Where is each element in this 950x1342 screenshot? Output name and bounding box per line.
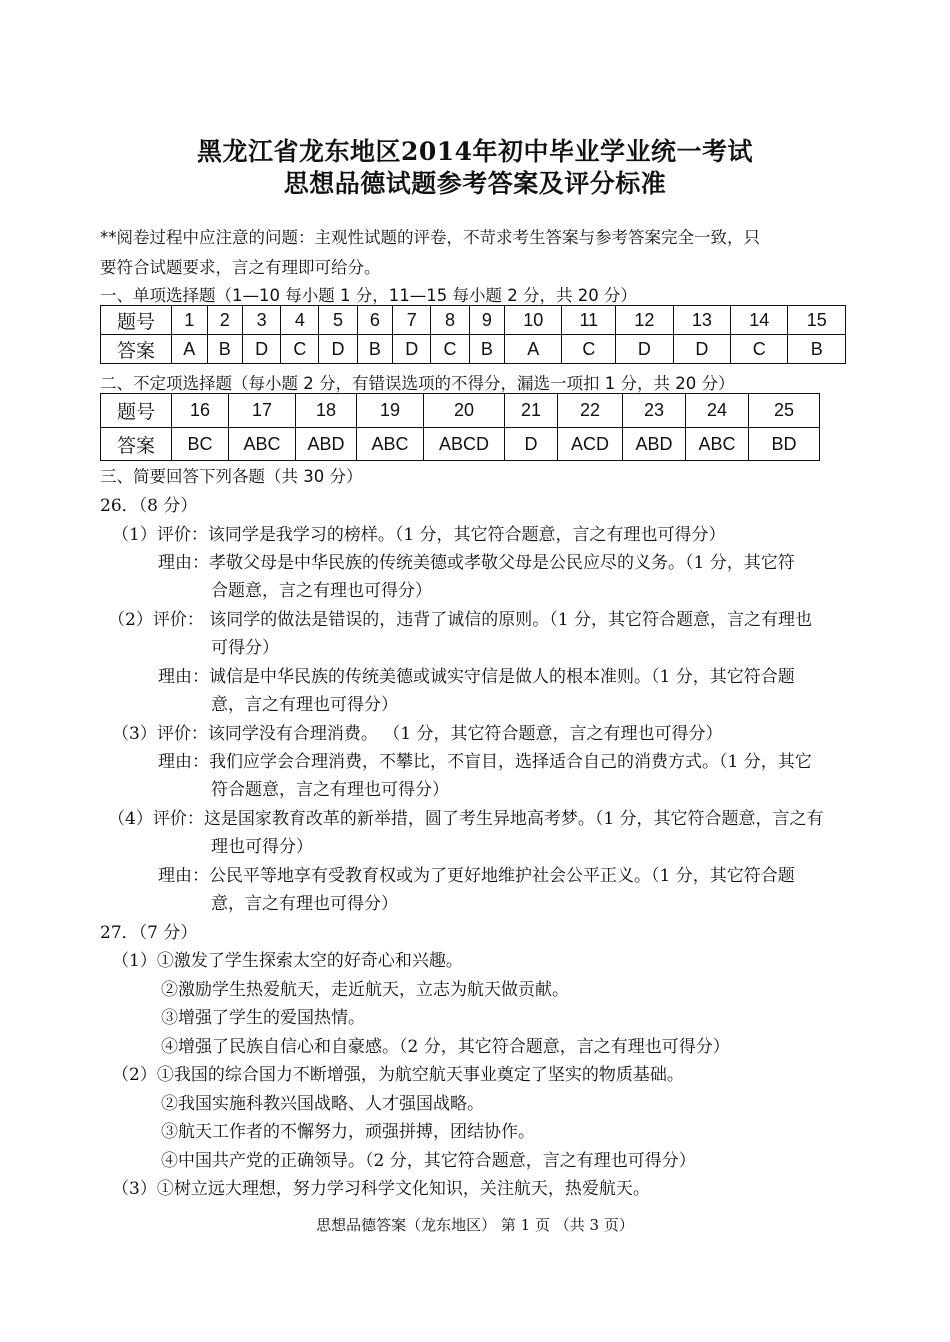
answer-cell: A [505, 335, 562, 364]
answer-cell: ABC [357, 428, 424, 461]
document-title-line1: 黑龙江省龙东地区2014年初中毕业学业统一考试 [196, 137, 754, 166]
question-number: 20 [424, 394, 505, 428]
question-number: 9 [469, 306, 505, 335]
question-number: 4 [281, 306, 319, 335]
document-title-line2: 思想品德试题参考答案及评分标准 [283, 169, 667, 198]
question-number: 24 [686, 394, 749, 428]
row-label-number: 题号 [101, 394, 172, 428]
question-number: 1 [172, 306, 208, 335]
question-number: 23 [623, 394, 686, 428]
question-number: 10 [505, 306, 562, 335]
answer-cell: B [469, 335, 505, 364]
row-label-answer: 答案 [101, 428, 172, 461]
answer-cell: D [243, 335, 281, 364]
q26-part1-reason-cont: 合题意，言之有理也可得分） [211, 581, 432, 601]
q27-part2-point2: ②我国实施科教兴国战略、人才强国战略。 [161, 1094, 484, 1114]
grading-notice-line1: **阅卷过程中应注意的问题：主观性试题的评卷，不苛求考生答案与参考答案完全一致，只 [100, 228, 760, 247]
question-number: 21 [505, 394, 558, 428]
q27-part2-point1: （2）①我国的综合国力不断增强，为航空航天事业奠定了坚实的物质基础。 [112, 1065, 684, 1085]
answer-cell: D [616, 335, 673, 364]
answer-cell: D [505, 428, 558, 461]
q26-part2-evaluation-cont: 可得分） [211, 638, 279, 658]
question-number: 25 [749, 394, 820, 428]
q26-part3-reason-cont: 符合题意，言之有理也可得分） [211, 780, 449, 800]
row-label-answer: 答案 [101, 335, 172, 364]
q26-part2-reason-cont: 意，言之有理也可得分） [211, 695, 398, 715]
q26-part4-evaluation: （4）评价：这是国家教育改革的新举措，圆了考生异地高考梦。（1 分，其它符合题意，言之有 [108, 809, 824, 829]
q26-part2-evaluation: （2）评价： 该同学的做法是错误的，违背了诚信的原则。（1 分，其它符合题意，言之有理也 [108, 610, 812, 630]
question-number: 7 [393, 306, 431, 335]
row-label-number: 题号 [101, 306, 172, 335]
q27-part3-point1: （3）①树立远大理想，努力学习科学文化知识，关注航天，热爱航天。 [112, 1179, 650, 1199]
answer-cell: D [393, 335, 431, 364]
question-number: 18 [296, 394, 357, 428]
section3-heading: 三、简要回答下列各题（共 30 分） [100, 467, 363, 486]
question-number: 13 [673, 306, 730, 335]
question-number: 17 [229, 394, 296, 428]
q26-part2-reason: 理由：诚信是中华民族的传统美德或诚实守信是做人的根本准则。（1 分，其它符合题 [158, 667, 795, 687]
answer-cell: ABD [296, 428, 357, 461]
section1-heading: 一、单项选择题（1—10 每小题 1 分，11—15 每小题 2 分，共 20 分） [100, 286, 637, 305]
section1-number-row [101, 306, 846, 335]
question-number: 16 [172, 394, 229, 428]
answer-cell: B [207, 335, 243, 364]
page-footer: 思想品德答案（龙东地区） 第 1 页 （共 3 页） [316, 1216, 634, 1234]
answer-cell: C [731, 335, 788, 364]
answer-cell: D [673, 335, 730, 364]
q27-part2-point3: ③航天工作者的不懈努力，顽强拼搏，团结协作。 [161, 1122, 535, 1142]
question-number: 6 [357, 306, 393, 335]
section1-answer-table [100, 305, 846, 364]
question-number: 11 [562, 306, 616, 335]
q26-part4-evaluation-cont: 理也可得分） [211, 837, 313, 857]
q26-part4-reason: 理由：公民平等地享有受教育权或为了更好地维护社会公平正义。（1 分，其它符合题 [158, 866, 795, 886]
answer-cell: ABC [686, 428, 749, 461]
question-number: 5 [319, 306, 357, 335]
answer-cell: BD [749, 428, 820, 461]
q26-part3-reason: 理由：我们应学会合理消费，不攀比，不盲目，选择适合自己的消费方式。（1 分，其它 [158, 752, 812, 772]
question-number: 19 [357, 394, 424, 428]
answer-cell: ACD [558, 428, 623, 461]
section2-answer-table [100, 393, 820, 461]
answer-cell: C [431, 335, 469, 364]
answer-cell: C [562, 335, 616, 364]
answer-cell: C [281, 335, 319, 364]
question-number: 14 [731, 306, 788, 335]
q26-part3-evaluation: （3）评价：该同学没有合理消费。 （1 分，其它符合题意，言之有理也可得分） [112, 724, 723, 744]
answer-cell: ABD [623, 428, 686, 461]
q26-part1-reason: 理由：孝敬父母是中华民族的传统美德或孝敬父母是公民应尽的义务。（1 分，其它符 [158, 553, 795, 573]
answer-cell: B [357, 335, 393, 364]
q27-part1-point1: （1）①激发了学生探索太空的好奇心和兴趣。 [112, 951, 463, 971]
answer-cell: BC [172, 428, 229, 461]
answer-cell: ABCD [424, 428, 505, 461]
answer-cell: B [788, 335, 846, 364]
section1-answer-row [101, 335, 846, 364]
q27-part1-point4: ④增强了民族自信心和自豪感。（2 分，其它符合题意，言之有理也可得分） [161, 1037, 730, 1057]
answer-cell: A [172, 335, 208, 364]
grading-notice-line2: 要符合试题要求，言之有理即可给分。 [100, 258, 381, 277]
q27-part2-point4: ④中国共产党的正确领导。（2 分，其它符合题意，言之有理也可得分） [161, 1151, 696, 1171]
question-number: 12 [616, 306, 673, 335]
answer-cell: ABC [229, 428, 296, 461]
section2-number-row [101, 394, 820, 428]
question-number: 8 [431, 306, 469, 335]
question-number: 22 [558, 394, 623, 428]
question-number: 15 [788, 306, 846, 335]
question-number: 2 [207, 306, 243, 335]
question-number: 3 [243, 306, 281, 335]
answer-cell: D [319, 335, 357, 364]
q27-part1-point3: ③增强了学生的爱国热情。 [161, 1008, 365, 1028]
section2-answer-row [101, 428, 820, 461]
q26-part1-evaluation: （1）评价：该同学是我学习的榜样。（1 分，其它符合题意，言之有理也可得分） [112, 525, 726, 545]
q26-header: 26．（8 分） [100, 496, 198, 516]
q27-part1-point2: ②激励学生热爱航天，走近航天，立志为航天做贡献。 [161, 980, 569, 1000]
section2-heading: 二、不定项选择题（每小题 2 分，有错误选项的不得分，漏选一项扣 1 分，共 20 分） [100, 374, 735, 393]
q26-part4-reason-cont: 意，言之有理也可得分） [211, 894, 398, 914]
q27-header: 27．（7 分） [100, 923, 198, 943]
